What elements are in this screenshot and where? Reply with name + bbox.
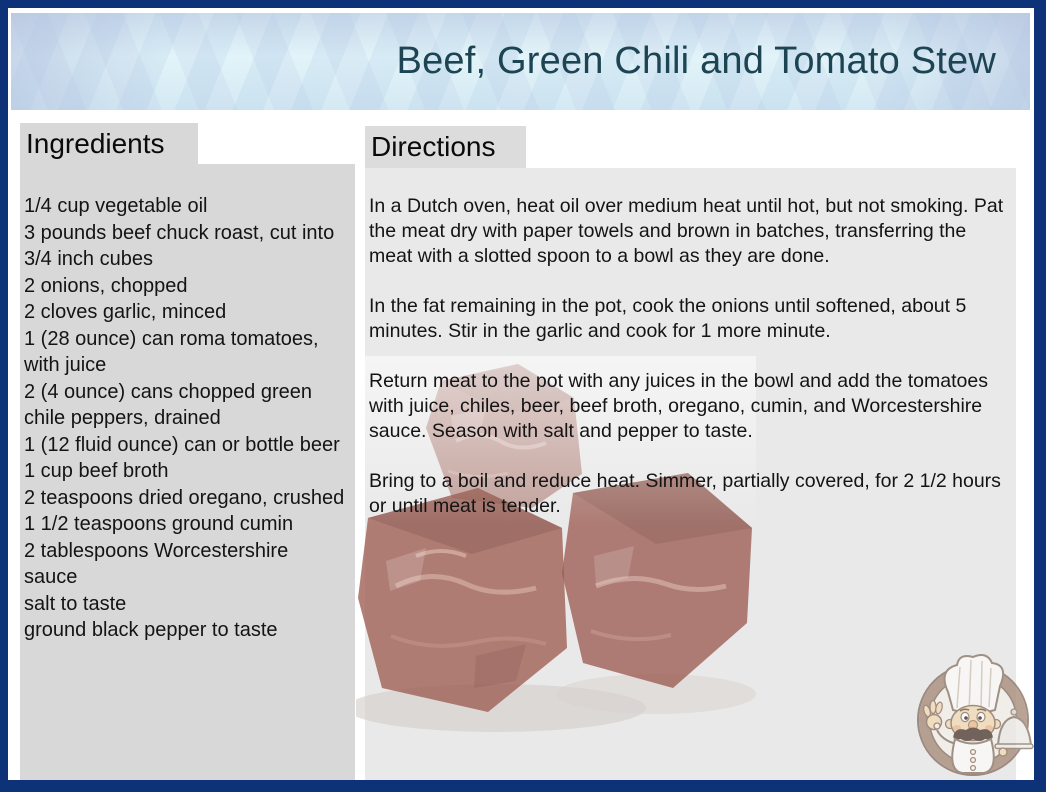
chef-mascot-logo-icon xyxy=(910,650,1036,778)
ingredient-item: 1 (28 ounce) can roma tomatoes, with juice xyxy=(24,327,319,376)
direction-paragraph: In the fat remaining in the pot, cook the onions until softened, about 5 minutes. Stir in the garlic and cook for 1 more minute. xyxy=(369,295,967,342)
direction-paragraph: In a Dutch oven, heat oil over medium heat until hot, but not smoking. Pat the meat dry with paper towels and brown in batches, transferring the meat with a slotted spoon to a bowl as they are done. xyxy=(369,195,1004,267)
ingredient-item: 1 (12 fluid ounce) can or bottle beer xyxy=(24,433,340,456)
ingredients-heading: Ingredients xyxy=(26,127,165,159)
directions-heading: Directions xyxy=(371,131,496,162)
ingredient-item: 3 pounds beef chuck roast, cut into 3/4 inch cubes xyxy=(24,221,335,270)
ingredient-item: ground black pepper to taste xyxy=(24,619,278,641)
ingredient-item: 2 teaspoons dried oregano, crushed xyxy=(24,486,345,509)
ingredient-item: 1 cup beef broth xyxy=(24,460,169,482)
ingredient-item: 2 tablespoons Worcestershire sauce xyxy=(24,539,289,588)
page-title: Beef, Green Chili and Tomato Stew xyxy=(396,40,996,82)
ingredient-item: 2 onions, chopped xyxy=(24,274,188,297)
ingredients-list xyxy=(20,164,355,780)
ingredient-item: 1 1/2 teaspoons ground cumin xyxy=(24,513,294,535)
direction-paragraph: Return meat to the pot with any juices in the bowl and add the tomatoes with juice, chiles, beer, beef broth, oregano, cumin, and Worcestershire sauce. Season with salt and pepper to taste. xyxy=(369,370,988,442)
recipe-header xyxy=(11,13,1030,110)
ingredient-item: 1/4 cup vegetable oil xyxy=(24,195,208,217)
directions-text xyxy=(365,168,1016,544)
ingredient-item: salt to taste xyxy=(24,592,127,615)
ingredient-item: 2 (4 ounce) cans chopped green chile peppers, drained xyxy=(24,380,312,429)
ingredient-item: 2 cloves garlic, minced xyxy=(24,301,227,323)
ingredients-heading-box xyxy=(20,123,198,164)
direction-paragraph: Bring to a boil and reduce heat. Simmer, partially covered, for 2 1/2 hours or until meat is tender. xyxy=(369,470,1001,517)
directions-heading-box xyxy=(365,126,526,168)
